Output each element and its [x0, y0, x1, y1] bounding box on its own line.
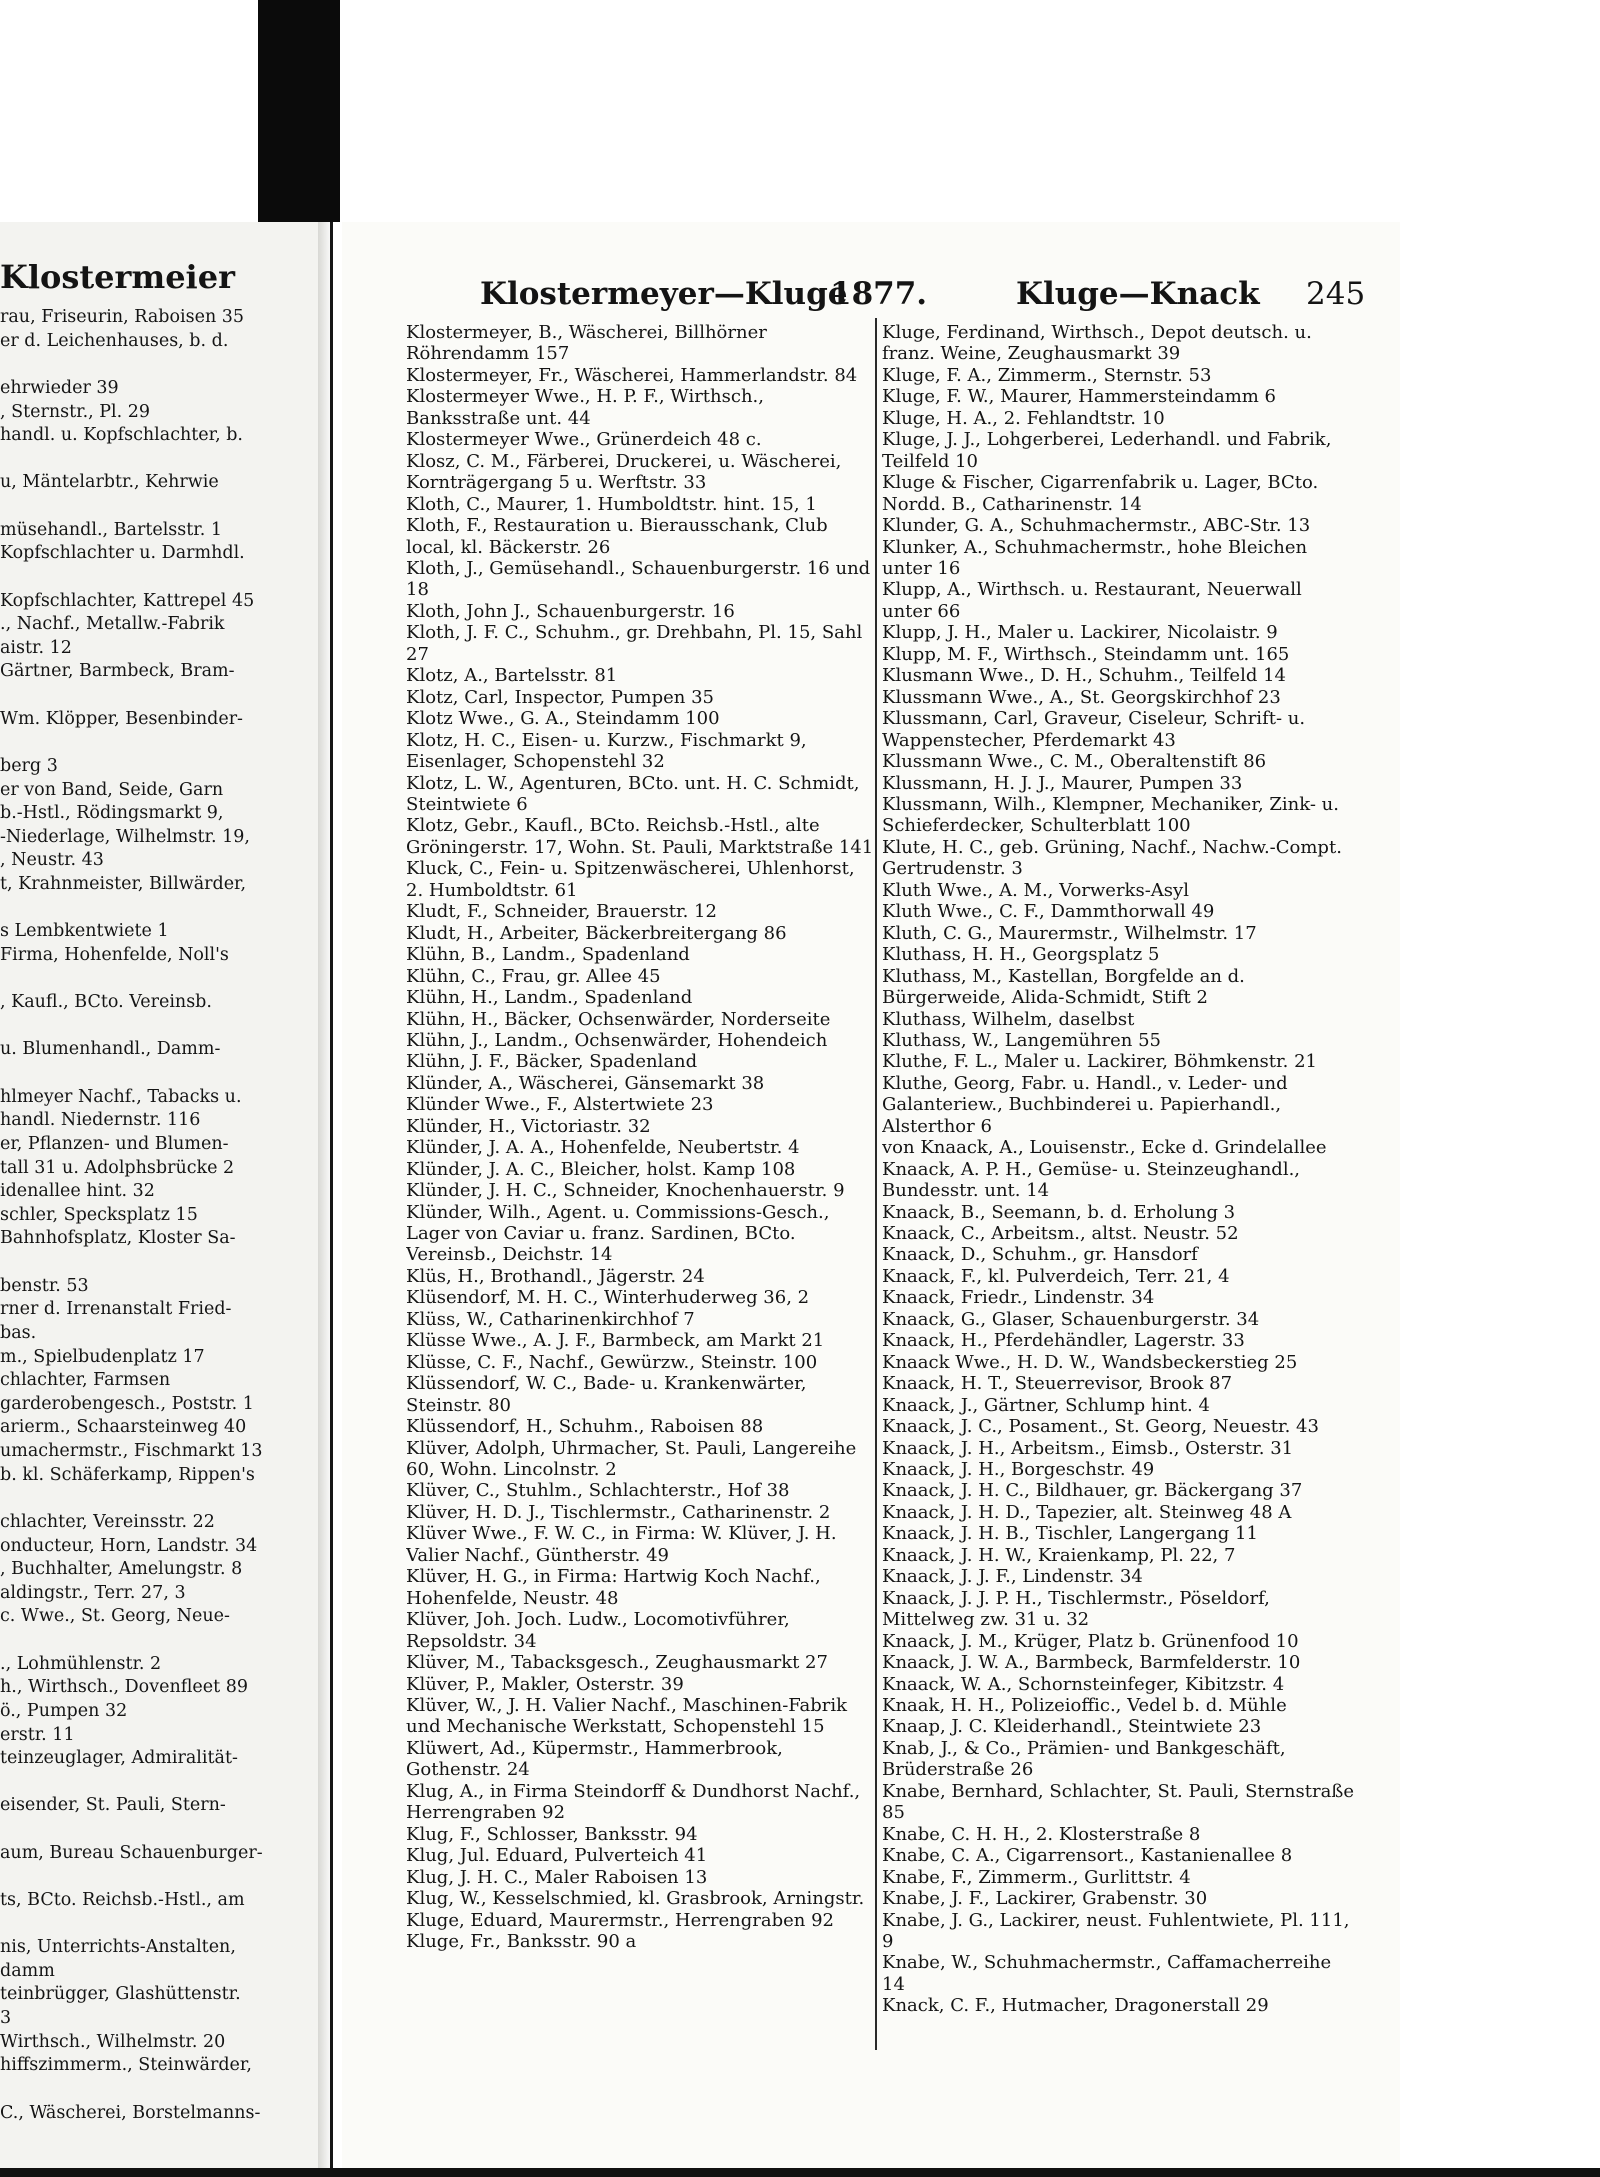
fragment-line: rner d. Irrenanstalt Fried-: [0, 1299, 232, 1320]
fragment-line: [0, 566, 318, 590]
fragment-line: aldingstr., Terr. 27, 3: [0, 1582, 186, 1603]
directory-entry: Klotz, Gebr., Kaufl., BCto. Reichsb.-Hstl., alte Gröningerstr. 17, Wohn. St. Pauli, Marktstraße 141: [406, 815, 874, 858]
fragment-line: aistr. 12: [0, 637, 72, 658]
directory-entry: Kluge, F. A., Zimmerm., Sternstr. 53: [882, 364, 1212, 386]
directory-entry: Klüver Wwe., F. W. C., in Firma: W. Klüver, J. H. Valier Nachf., Güntherstr. 49: [406, 1523, 837, 1566]
directory-entry: Knaack, J. W. A., Barmbeck, Barmfelderstr. 10: [882, 1652, 1301, 1674]
directory-entry: Knaack, J. M., Krüger, Platz b. Grünenfood 10: [882, 1630, 1299, 1652]
fragment-line: Wm. Klöpper, Besenbinder-: [0, 708, 243, 729]
directory-entry: Knaack, B., Seemann, b. d. Erholung 3: [882, 1201, 1236, 1223]
page-number: 245: [1306, 276, 1366, 312]
fragment-line: Kopfschlachter, Kattrepel 45: [0, 590, 255, 611]
fragment-line: arierm., Schaarsteinweg 40: [0, 1417, 247, 1438]
fragment-line: b.-Hstl., Rödingsmarkt 9,: [0, 803, 224, 824]
directory-entry: Knaak, H. H., Polizeioffic., Vedel b. d. Mühle: [882, 1695, 1287, 1716]
directory-entry: Knaack, D., Schuhm., gr. Hansdorf: [882, 1244, 1198, 1266]
directory-entry: Klühn, B., Landm., Spadenland: [406, 944, 690, 966]
fragment-line: , Sternstr., Pl. 29: [0, 401, 151, 422]
fragment-line: [0, 353, 318, 377]
fragment-line: aum, Bureau Schauenburger-: [0, 1842, 263, 1863]
directory-entry: Knaack, A. P. H., Gemüse- u. Steinzeughandl., Bundesstr. unt. 14: [882, 1158, 1301, 1202]
fragment-line: umachermstr., Fischmarkt 13: [0, 1441, 263, 1461]
fragment-line: erstr. 11: [0, 1724, 75, 1745]
page-fold-line: [330, 222, 333, 2177]
directory-entry: Knaack, J. J. P. H., Tischlermstr., Pöseldorf, Mittelweg zw. 31 u. 32: [882, 1587, 1270, 1631]
fragment-line: nis, Unterrichts-Anstalten,: [0, 1937, 236, 1958]
directory-entry: Knabe, C. H. H., 2. Klosterstraße 8: [882, 1823, 1201, 1845]
directory-entry: Knaack, J. H., Arbeitsm., Eimsb., Osterstr. 31: [882, 1437, 1294, 1459]
fragment-line: onducteur, Horn, Landstr. 34: [0, 1535, 258, 1556]
directory-entry: Klühn, H., Landm., Spadenland: [406, 987, 693, 1009]
fragment-line: u. Blumenhandl., Damm-: [0, 1039, 221, 1060]
directory-entry: Kloth, John J., Schauenburgerstr. 16: [406, 600, 735, 622]
directory-entry: Klostermeyer, B., Wäscherei, Billhörner Röhrendamm 157: [406, 322, 767, 365]
directory-entry: Klüsse, C. F., Nachf., Gewürzw., Steinstr. 100: [406, 1351, 818, 1373]
directory-entry: Kludt, H., Arbeiter, Bäckerbreitergang 86: [406, 922, 787, 944]
directory-entry: Kluthe, F. L., Maler u. Lackirer, Böhmkenstr. 21: [882, 1051, 1317, 1073]
directory-entry: Knaack, J. J. F., Lindenstr. 34: [882, 1566, 1143, 1588]
directory-entry: Klute, H. C., geb. Grüning, Nachf., Nachw.-Compt. Gertrudenstr. 3: [882, 836, 1342, 880]
running-header-year: 1877.: [830, 276, 928, 312]
fragment-line: u, Mäntelarbtr., Kehrwie: [0, 472, 219, 493]
directory-entry: Knabe, Bernhard, Schlachter, St. Pauli, Sternstraße 85: [882, 1780, 1354, 1824]
directory-entry: Knaack, C., Arbeitsm., altst. Neustr. 52: [882, 1223, 1239, 1245]
fragment-line: er, Pflanzen- und Blumen-: [0, 1133, 229, 1154]
directory-entry: Klug, F., Schlosser, Banksstr. 94: [406, 1823, 698, 1845]
directory-entry: Knabe, W., Schuhmachermstr., Caffamacherreihe 14: [882, 1952, 1332, 1995]
directory-entry: Klünder, Wilh., Agent. u. Commissions-Gesch., Lager von Caviar u. franz. Sardinen, BCto. Vereinsb., Deichstr. 14: [406, 1201, 830, 1266]
directory-entry: Klusmann Wwe., D. H., Schuhm., Teilfeld 14: [882, 665, 1286, 687]
directory-entry: Klünder, A., Wäscherei, Gänsemarkt 38: [406, 1072, 765, 1094]
fragment-line: [0, 968, 318, 992]
directory-entry: Kluge & Fischer, Cigarrenfabrik u. Lager, BCto. Nordd. B., Catharinenstr. 14: [882, 472, 1319, 515]
directory-entry: Kluge, Eduard, Maurermstr., Herrengraben 92: [406, 1909, 834, 1931]
directory-entry: Klotz Wwe., G. A., Steindamm 100: [406, 708, 720, 730]
fragment-line: chlachter, Farmsen: [0, 1370, 171, 1391]
directory-entry: Knaack, J. H., Borgeschstr. 49: [882, 1459, 1155, 1481]
fragment-line: [0, 897, 318, 921]
fragment-line: ts, BCto. Reichsb.-Hstl., am: [0, 1889, 245, 1910]
directory-entry: Klünder, H., Victoriastr. 32: [406, 1115, 651, 1137]
fragment-line: ., Lohmühlenstr. 2: [0, 1653, 162, 1674]
directory-entry: Klühn, J. F., Bäcker, Spadenland: [406, 1051, 698, 1073]
fragment-line: Firma, Hohenfelde, Noll's: [0, 944, 229, 965]
fragment-line: chlachter, Vereinsstr. 22: [0, 1511, 215, 1532]
fragment-line: schler, Specksplatz 15: [0, 1204, 198, 1225]
directory-entry: Klüss, W., Catharinenkirchhof 7: [406, 1308, 695, 1330]
directory-entry: Kluge, Ferdinand, Wirthsch., Depot deutsch. u. franz. Weine, Zeughausmarkt 39: [882, 322, 1312, 365]
directory-entry: Kluck, C., Fein- u. Spitzenwäscherei, Uhlenhorst, 2. Humboldtstr. 61: [406, 858, 855, 901]
fragment-line: idenallee hint. 32: [0, 1181, 155, 1202]
directory-entry: Kluth, C. G., Maurermstr., Wilhelmstr. 17: [882, 922, 1257, 944]
directory-entry: Kloth, F., Restauration u. Bierausschank, Club local, kl. Bäckerstr. 26: [406, 515, 828, 558]
fragment-line: eisender, St. Pauli, Stern-: [0, 1795, 226, 1816]
directory-entry: Klühn, H., Bäcker, Ochsenwärder, Norderseite: [406, 1008, 831, 1030]
fragment-line: , Neustr. 43: [0, 850, 104, 871]
fragment-line: Bahnhofsplatz, Kloster Sa-: [0, 1228, 236, 1249]
fragment-line: Kopfschlachter u. Darmhdl.: [0, 543, 245, 564]
directory-entry: Klupp, M. F., Wirthsch., Steindamm unt. 165: [882, 643, 1290, 665]
directory-entry: Klussmann, Carl, Graveur, Ciseleur, Schrift- u. Wappenstecher, Pferdemarkt 43: [882, 708, 1306, 751]
directory-entry: Knaack, J. H. C., Bildhauer, gr. Bäckergang 37: [882, 1480, 1303, 1502]
scan-border-top: [258, 0, 340, 222]
fragment-line: [0, 448, 318, 472]
directory-entry: Klüwert, Ad., Küpermstr., Hammerbrook, Gothenstr. 24: [406, 1737, 783, 1781]
directory-entry: Kludt, F., Schneider, Brauerstr. 12: [406, 901, 717, 923]
running-header-left: Klostermeyer—Kluge: [480, 276, 848, 312]
directory-entry: Klühn, C., Frau, gr. Allee 45: [406, 965, 661, 987]
directory-entry: Klotz, H. C., Eisen- u. Kurzw., Fischmarkt 9, Eisenlager, Schopenstehl 32: [406, 729, 807, 773]
fragment-line: hiffszimmerm., Steinwärder,: [0, 2055, 252, 2076]
fragment-line: er d. Leichenhauses, b. d.: [0, 330, 229, 351]
fragment-line: teinzeuglager, Admiralität-: [0, 1748, 238, 1769]
directory-entry: Klotz, A., Bartelsstr. 81: [406, 665, 618, 687]
directory-entry: Klühn, J., Landm., Ochsenwärder, Hohendeich: [406, 1029, 828, 1051]
fragment-line: 3: [0, 2008, 12, 2028]
directory-entry: Kloth, J. F. C., Schuhm., gr. Drehbahn, Pl. 15, Sahl 27: [406, 622, 863, 665]
fragment-line: [0, 1487, 318, 1511]
directory-entry: Kluthass, Wilhelm, daselbst: [882, 1008, 1135, 1030]
directory-entry: Klüver, W., J. H. Valier Nachf., Maschinen-Fabrik und Mechanische Werkstatt, Schopenstehl 15: [406, 1695, 848, 1738]
directory-entry: Kluthass, H. H., Georgsplatz 5: [882, 944, 1160, 966]
directory-entry: Knaack, J. H. D., Tapezier, alt. Steinweg 48 A: [882, 1501, 1292, 1523]
directory-entry: Knaack, J. H. W., Kraienkamp, Pl. 22, 7: [882, 1544, 1236, 1566]
fragment-line: teinbrügger, Glashüttenstr.: [0, 1984, 241, 2005]
directory-entry: Klotz, L. W., Agenturen, BCto. unt. H. C. Schmidt, Steintwiete 6: [406, 772, 860, 815]
directory-entry: Klüsse Wwe., A. J. F., Barmbeck, am Markt 21: [406, 1330, 825, 1352]
fragment-line: ö., Pumpen 32: [0, 1700, 128, 1721]
fragment-line: bas.: [0, 1322, 37, 1343]
fragment-line: -Niederlage, Wilhelmstr. 19,: [0, 826, 250, 847]
directory-entry: Kluthe, Georg, Fabr. u. Handl., v. Leder- und Galanteriew., Buchbinderei u. Papierhandl., Alsterthor 6: [882, 1072, 1288, 1137]
directory-entry: Kluthass, M., Kastellan, Borgfelde an d. Bürgerweide, Alida-Schmidt, Stift 2: [882, 965, 1245, 1009]
directory-entry: Knaack Wwe., H. D. W., Wandsbeckerstieg 25: [882, 1351, 1298, 1373]
directory-entry: Kloth, C., Maurer, 1. Humboldtstr. hint. 15, 1: [406, 493, 817, 515]
directory-entry: Klotz, Carl, Inspector, Pumpen 35: [406, 686, 715, 708]
directory-entry: Klünder, J. A. A., Hohenfelde, Neubertstr. 4: [406, 1137, 800, 1159]
directory-entry: Klostermeyer Wwe., Grünerdeich 48 c.: [406, 429, 762, 451]
fragment-line: c. Wwe., St. Georg, Neue-: [0, 1606, 230, 1627]
running-header-right: Kluge—Knack: [1016, 276, 1260, 312]
directory-entry: Knabe, J. F., Lackirer, Grabenstr. 30: [882, 1888, 1208, 1910]
directory-entry: Klupp, J. H., Maler u. Lackirer, Nicolaistr. 9: [882, 622, 1278, 644]
directory-entry: Kluth Wwe., A. M., Vorwerks-Asyl: [882, 879, 1189, 901]
fragment-line: m., Spielbudenplatz 17: [0, 1346, 205, 1367]
left-page-running-title: Klostermeier: [0, 258, 235, 296]
fragment-line: handl. Niedernstr. 116: [0, 1110, 201, 1131]
fragment-line: [0, 1015, 318, 1039]
directory-entry: Knaack, W. A., Schornsteinfeger, Kibitzstr. 4: [882, 1673, 1285, 1695]
scan-border-bottom: [0, 2168, 1600, 2177]
fragment-line: tall 31 u. Adolphsbrücke 2: [0, 1157, 235, 1178]
directory-entry: Klüssendorf, H., Schuhm., Raboisen 88: [406, 1416, 764, 1438]
directory-entry: Kloth, J., Gemüsehandl., Schauenburgerstr. 16 und 18: [406, 557, 871, 601]
fragment-line: müsehandl., Bartelsstr. 1: [0, 519, 223, 540]
fragment-line: t, Krahnmeister, Billwärder,: [0, 874, 247, 894]
directory-entry: Klosz, C. M., Färberei, Druckerei, u. Wäscherei, Kornträgergang 5 u. Werftstr. 33: [406, 450, 842, 494]
directory-entry: Klüver, M., Tabacksgesch., Zeughausmarkt 27: [406, 1652, 828, 1674]
fragment-line: [0, 684, 318, 708]
fragment-line: [0, 1818, 318, 1842]
fragment-line: h., Wirthsch., Dovenfleet 89: [0, 1677, 248, 1698]
directory-entry: Knaack, J. H. B., Tischler, Langergang 11: [882, 1523, 1258, 1545]
fragment-line: [0, 495, 318, 519]
directory-entry: Klüver, P., Makler, Osterstr. 39: [406, 1673, 684, 1695]
directory-entry: Knab, J., & Co., Prämien- und Bankgeschäft, Brüderstraße 26: [882, 1737, 1286, 1781]
directory-entry: Kluge, Fr., Banksstr. 90 a: [406, 1930, 637, 1952]
fragment-line: er von Band, Seide, Garn: [0, 779, 224, 800]
directory-entry: Klunker, A., Schuhmachermstr., hohe Bleichen unter 16: [882, 536, 1308, 579]
fragment-line: [0, 1771, 318, 1795]
directory-entry: Knaack, J. C., Posament., St. Georg, Neuestr. 43: [882, 1416, 1319, 1438]
fragment-line: [0, 2078, 318, 2102]
directory-entry: Klug, W., Kesselschmied, kl. Grasbrook, Arningstr.: [406, 1888, 865, 1910]
directory-column-left: [406, 322, 874, 1952]
fragment-line: berg 3: [0, 755, 58, 776]
directory-entry: Knaack, H. T., Steuerrevisor, Brook 87: [882, 1373, 1233, 1395]
fragment-line: [0, 1629, 318, 1653]
directory-entry: Klüver, Adolph, Uhrmacher, St. Pauli, Langereihe 60, Wohn. Lincolnstr. 2: [406, 1437, 857, 1481]
fragment-line: damm: [0, 1960, 55, 1981]
fragment-line: s Lembkentwiete 1: [0, 921, 169, 942]
fragment-line: , Buchhalter, Amelungstr. 8: [0, 1559, 243, 1580]
directory-entry: Kluth Wwe., C. F., Dammthorwall 49: [882, 901, 1215, 923]
directory-entry: Knaack, J., Gärtner, Schlump hint. 4: [882, 1394, 1210, 1416]
directory-entry: Klug, J. H. C., Maler Raboisen 13: [406, 1866, 708, 1888]
directory-entry: Knabe, F., Zimmerm., Gurlittstr. 4: [882, 1866, 1191, 1888]
directory-entry: Klünder Wwe., F., Alstertwiete 23: [406, 1094, 714, 1116]
directory-entry: Klüver, Joh. Joch. Ludw., Locomotivführer, Repsoldstr. 34: [406, 1609, 790, 1652]
directory-entry: Knaack, Friedr., Lindenstr. 34: [882, 1287, 1155, 1309]
directory-entry: Klussmann, H. J. J., Maurer, Pumpen 33: [882, 772, 1243, 794]
directory-entry: Knaack, G., Glaser, Schauenburgerstr. 34: [882, 1308, 1260, 1330]
directory-entry: Klostermeyer, Fr., Wäscherei, Hammerlandstr. 84: [406, 364, 858, 386]
directory-entry: Klupp, A., Wirthsch. u. Restaurant, Neuerwall unter 66: [882, 579, 1302, 622]
directory-entry: Klug, A., in Firma Steindorff & Dundhorst Nachf., Herrengraben 92: [406, 1780, 861, 1824]
directory-entry: Klussmann Wwe., C. M., Oberaltenstift 86: [882, 751, 1267, 773]
directory-entry: Klüssendorf, W. C., Bade- u. Krankenwärter, Steinstr. 80: [406, 1373, 807, 1416]
directory-entry: Knabe, J. G., Lackirer, neust. Fuhlentwiete, Pl. 111, 9: [882, 1909, 1350, 1952]
fragment-line: hlmeyer Nachf., Tabacks u.: [0, 1086, 242, 1107]
directory-entry: Klunder, G. A., Schuhmachermstr., ABC-Str. 13: [882, 515, 1311, 537]
directory-column-right: [882, 322, 1354, 2017]
fragment-line: C., Wäscherei, Borstelmanns-: [0, 2102, 261, 2123]
directory-entry: Knaack, H., Pferdehändler, Lagerstr. 33: [882, 1330, 1245, 1352]
fragment-line: benstr. 53: [0, 1275, 89, 1296]
fragment-line: ., Nachf., Metallw.-Fabrik: [0, 614, 225, 635]
fragment-line: ehrwieder 39: [0, 377, 119, 398]
directory-entry: Klug, Jul. Eduard, Pulverteich 41: [406, 1845, 708, 1867]
column-divider: [875, 318, 877, 2050]
fragment-line: b. kl. Schäferkamp, Rippen's: [0, 1464, 255, 1485]
directory-entry: Klünder, J. H. C., Schneider, Knochenhauerstr. 9: [406, 1180, 845, 1202]
fragment-line: garderobengesch., Poststr. 1: [0, 1393, 254, 1414]
directory-entry: Klüver, H. D. J., Tischlermstr., Catharinenstr. 2: [406, 1501, 831, 1523]
directory-entry: Klussmann, Wilh., Klempner, Mechaniker, Zink- u. Schieferdecker, Schulterblatt 100: [882, 793, 1339, 837]
directory-entry: Knaack, F., kl. Pulverdeich, Terr. 21, 4: [882, 1265, 1230, 1287]
directory-entry: Knaap, J. C. Kleiderhandl., Steintwiete 23: [882, 1716, 1262, 1738]
directory-entry: Kluge, J. J., Lohgerberei, Lederhandl. und Fabrik, Teilfeld 10: [882, 429, 1332, 472]
directory-entry: Klüver, H. G., in Firma: Hartwig Koch Nachf., Hohenfelde, Neustr. 48: [406, 1566, 821, 1609]
directory-entry: Klüs, H., Brothandl., Jägerstr. 24: [406, 1265, 705, 1287]
directory-entry: Klostermeyer Wwe., H. P. F., Wirthsch., Banksstraße unt. 44: [406, 386, 764, 429]
directory-entry: Kluge, F. W., Maurer, Hammersteindamm 6: [882, 386, 1277, 408]
fragment-line: Wirthsch., Wilhelmstr. 20: [0, 2031, 226, 2052]
directory-entry: Klüver, C., Stuhlm., Schlachterstr., Hof 38: [406, 1480, 790, 1502]
directory-entry: Knack, C. F., Hutmacher, Dragonerstall 29: [882, 1995, 1269, 2017]
fragment-line: handl. u. Kopfschlachter, b.: [0, 425, 243, 446]
directory-entry: von Knaack, A., Louisenstr., Ecke d. Grindelallee: [882, 1137, 1327, 1159]
directory-entry: Kluthass, W., Langemühren 55: [882, 1029, 1161, 1051]
fragment-line: rau, Friseurin, Raboisen 35: [0, 307, 245, 327]
directory-entry: Klüsendorf, M. H. C., Winterhuderweg 36, 2: [406, 1287, 810, 1309]
directory-entry: Knabe, C. A., Cigarrensort., Kastanienallee 8: [882, 1845, 1293, 1867]
directory-entry: Klünder, J. A. C., Bleicher, holst. Kamp 108: [406, 1158, 796, 1180]
fragment-line: [0, 731, 318, 755]
fragment-line: , Kaufl., BCto. Vereinsb.: [0, 992, 212, 1013]
directory-entry: Klussmann Wwe., A., St. Georgskirchhof 23: [882, 686, 1281, 708]
fragment-line: Gärtner, Barmbeck, Bram-: [0, 661, 235, 682]
fragment-line: [0, 1865, 318, 1889]
fragment-line: [0, 1913, 318, 1937]
fragment-line: [0, 1062, 318, 1086]
fragment-line: [0, 1251, 318, 1275]
directory-entry: Kluge, H. A., 2. Fehlandtstr. 10: [882, 407, 1165, 429]
left-page-fragment-column: [0, 306, 318, 2125]
